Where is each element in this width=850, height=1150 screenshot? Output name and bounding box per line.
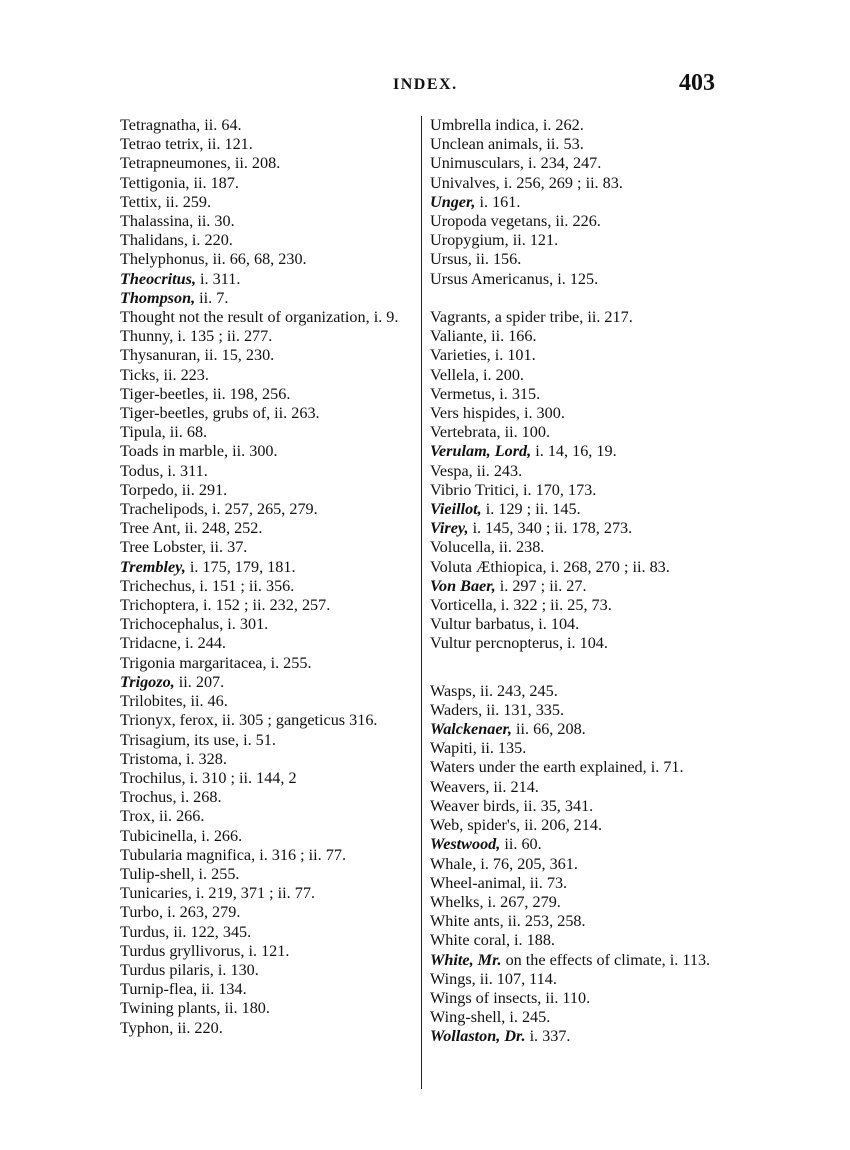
- index-entry: Waders, ii. 131, 335.: [430, 700, 565, 719]
- index-entry: Turdus gryllivorus, i. 121.: [120, 941, 290, 960]
- author-name: Trembley,: [120, 557, 186, 576]
- author-name: Walckenaer,: [430, 720, 512, 739]
- index-entry: [430, 500, 730, 519]
- letter-section-gap: [430, 654, 730, 682]
- index-entry: Thysanuran, ii. 15, 230.: [120, 346, 275, 365]
- index-entry: Web, spider's, ii. 206, 214.: [430, 816, 603, 835]
- index-entry: Trichechus, i. 151 ; ii. 356.: [120, 576, 295, 595]
- index-entry: Vorticella, i. 322 ; ii. 25, 73.: [430, 596, 612, 615]
- index-entry: Wing-shell, i. 245.: [430, 1008, 551, 1027]
- index-entry: Trochilus, i. 310 ; ii. 144, 2: [120, 768, 297, 787]
- index-entry: Tipula, ii. 68.: [120, 423, 208, 442]
- index-entry: [430, 1027, 730, 1046]
- page-references: on the effects of climate, i. 113.: [501, 950, 711, 969]
- index-entry: Wings of insects, ii. 110.: [430, 988, 591, 1007]
- index-entry: Uropoda vegetans, ii. 226.: [430, 212, 601, 231]
- index-entry: Waters under the earth explained, i. 71.: [430, 758, 684, 777]
- index-entry: Trichoptera, i. 152 ; ii. 232, 257.: [120, 596, 331, 615]
- index-entry: Volucella, ii. 238.: [430, 538, 545, 557]
- index-entry: Turnip-flea, ii. 134.: [120, 980, 247, 999]
- index-entry: Ticks, ii. 223.: [120, 365, 209, 384]
- index-entry: Trochus, i. 268.: [120, 788, 222, 807]
- index-entry: [430, 442, 730, 461]
- author-name: Theocritus,: [120, 269, 196, 288]
- author-name: Westwood,: [430, 835, 501, 854]
- index-entry: Trachelipods, i. 257, 265, 279.: [120, 500, 318, 519]
- index-entry: Vers hispides, i. 300.: [430, 404, 565, 423]
- letter-section-gap: [430, 289, 730, 308]
- page-references: i. 14, 16, 19.: [531, 442, 617, 461]
- page-references: i. 161.: [475, 192, 521, 211]
- index-entry: [430, 720, 730, 739]
- page-references: i. 145, 340 ; ii. 178, 273.: [468, 519, 633, 538]
- index-entry: Tiger-beetles, ii. 198, 256.: [120, 384, 291, 403]
- index-entry: Wapiti, ii. 135.: [430, 739, 527, 758]
- page-number: 403: [679, 70, 715, 96]
- index-entry: [120, 270, 416, 289]
- index-entry: Umbrella indica, i. 262.: [430, 116, 584, 134]
- index-entry: Trichocephalus, i. 301.: [120, 615, 269, 634]
- index-entry: Vagrants, a spider tribe, ii. 217.: [430, 308, 633, 327]
- index-entry: Vermetus, i. 315.: [430, 384, 541, 403]
- index-entry: Trox, ii. 266.: [120, 807, 205, 826]
- index-entry: Vellela, i. 200.: [430, 365, 524, 384]
- index-entry: Tristoma, i. 328.: [120, 749, 227, 768]
- index-entry: Whale, i. 76, 205, 361.: [430, 854, 578, 873]
- index-entry: Vertebrata, ii. 100.: [430, 423, 551, 442]
- index-entry: [430, 577, 730, 596]
- index-entry: Torpedo, ii. 291.: [120, 480, 228, 499]
- author-name: Virey,: [430, 519, 469, 538]
- index-entry: [430, 519, 730, 538]
- index-entry: [120, 289, 416, 308]
- index-entry: White coral, i. 188.: [430, 931, 555, 950]
- index-entry: Trisagium, its use, i. 51.: [120, 730, 276, 749]
- index-column-right: [430, 116, 730, 1047]
- index-entry: Tetrapneumones, ii. 208.: [120, 154, 281, 173]
- author-name: Vieillot,: [430, 500, 482, 519]
- index-entry: Typhon, ii. 220.: [120, 1018, 223, 1037]
- page-references: ii. 60.: [500, 835, 542, 854]
- index-entry: Unimusculars, i. 234, 247.: [430, 154, 602, 173]
- index-entry: Unclean animals, ii. 53.: [430, 135, 584, 154]
- index-entry: Twining plants, ii. 180.: [120, 999, 270, 1018]
- index-entry: Vultur barbatus, i. 104.: [430, 615, 580, 634]
- running-title: INDEX.: [393, 76, 458, 93]
- author-name: Wollaston, Dr.: [430, 1027, 526, 1046]
- index-entry: Tiger-beetles, grubs of, ii. 263.: [120, 404, 320, 423]
- index-entry: Tettix, ii. 259.: [120, 192, 212, 211]
- running-head: [0, 68, 850, 102]
- index-entry: Vultur percnopterus, i. 104.: [430, 634, 608, 653]
- index-entry: Tunicaries, i. 219, 371 ; ii. 77.: [120, 884, 316, 903]
- index-entry: Turbo, i. 263, 279.: [120, 903, 241, 922]
- index-entry: Tubularia magnifica, i. 316 ; ii. 77.: [120, 845, 347, 864]
- index-entry: Trilobites, ii. 46.: [120, 692, 228, 711]
- index-entry: Toads in marble, ii. 300.: [120, 442, 278, 461]
- page-references: i. 175, 179, 181.: [185, 557, 296, 576]
- index-entry: Whelks, i. 267, 279.: [430, 892, 561, 911]
- index-entry: Turdus pilaris, i. 130.: [120, 960, 259, 979]
- index-entry: White ants, ii. 253, 258.: [430, 912, 586, 931]
- author-name: Unger,: [430, 192, 476, 211]
- index-entry: Thunny, i. 135 ; ii. 277.: [120, 327, 273, 346]
- index-entry: Vespa, ii. 243.: [430, 461, 523, 480]
- author-name: White, Mr.: [430, 950, 502, 969]
- page-references: ii. 7.: [195, 288, 229, 307]
- page-references: ii. 207.: [174, 672, 225, 691]
- index-entry: Tetrao tetrix, ii. 121.: [120, 135, 253, 154]
- column-divider: [421, 116, 422, 1089]
- index-entry: [120, 673, 416, 692]
- index-entry: Wasps, ii. 243, 245.: [430, 681, 558, 700]
- index-entry: [120, 558, 416, 577]
- index-entry: Tubicinella, i. 266.: [120, 826, 243, 845]
- index-entry: Tree Ant, ii. 248, 252.: [120, 519, 263, 538]
- page-references: i. 129 ; ii. 145.: [481, 500, 581, 519]
- author-name: Trigozo,: [120, 672, 175, 691]
- index-entry: Tetragnatha, ii. 64.: [120, 116, 242, 134]
- index-entry: [430, 951, 730, 970]
- index-entry: Wings, ii. 107, 114.: [430, 969, 557, 988]
- author-name: Verulam, Lord,: [430, 442, 532, 461]
- author-name: Thompson,: [120, 288, 196, 307]
- page-references: ii. 66, 208.: [511, 720, 586, 739]
- page-references: i. 311.: [196, 269, 241, 288]
- index-entry: Varieties, i. 101.: [430, 346, 536, 365]
- index-entry: Ursus, ii. 156.: [430, 250, 522, 269]
- index-entry: [430, 193, 730, 212]
- index-column-left: [120, 116, 416, 1038]
- index-entry: Voluta Æthiopica, i. 268, 270 ; ii. 83.: [430, 557, 670, 576]
- index-entry: Thought not the result of organization, i. 9.: [120, 308, 399, 327]
- index-entry: Weaver birds, ii. 35, 341.: [430, 796, 594, 815]
- index-entry: Todus, i. 311.: [120, 461, 208, 480]
- index-entry: Thelyphonus, ii. 66, 68, 230.: [120, 250, 307, 269]
- index-entry: Uropygium, ii. 121.: [430, 231, 559, 250]
- index-entry: Turdus, ii. 122, 345.: [120, 922, 252, 941]
- index-entry: Tridacne, i. 244.: [120, 634, 226, 653]
- index-entry: Weavers, ii. 214.: [430, 777, 539, 796]
- index-entry: Tree Lobster, ii. 37.: [120, 538, 248, 557]
- page-references: i. 337.: [525, 1027, 571, 1046]
- page-references: i. 297 ; ii. 27.: [495, 576, 587, 595]
- index-entry: Vibrio Tritici, i. 170, 173.: [430, 480, 597, 499]
- index-entry: Tettigonia, ii. 187.: [120, 173, 239, 192]
- index-entry: Thalidans, i. 220.: [120, 231, 233, 250]
- index-entry: Trionyx, ferox, ii. 305 ; gangeticus 316.: [120, 711, 378, 730]
- index-entry: Thalassina, ii. 30.: [120, 212, 235, 231]
- index-entry: Trigonia margaritacea, i. 255.: [120, 653, 312, 672]
- index-entry: Univalves, i. 256, 269 ; ii. 83.: [430, 173, 623, 192]
- author-name: Von Baer,: [430, 576, 496, 595]
- index-entry: Wheel-animal, ii. 73.: [430, 873, 568, 892]
- index-entry: Valiante, ii. 166.: [430, 327, 537, 346]
- index-entry: [430, 835, 730, 854]
- index-entry: Tulip-shell, i. 255.: [120, 864, 240, 883]
- index-entry: Ursus Americanus, i. 125.: [430, 269, 599, 288]
